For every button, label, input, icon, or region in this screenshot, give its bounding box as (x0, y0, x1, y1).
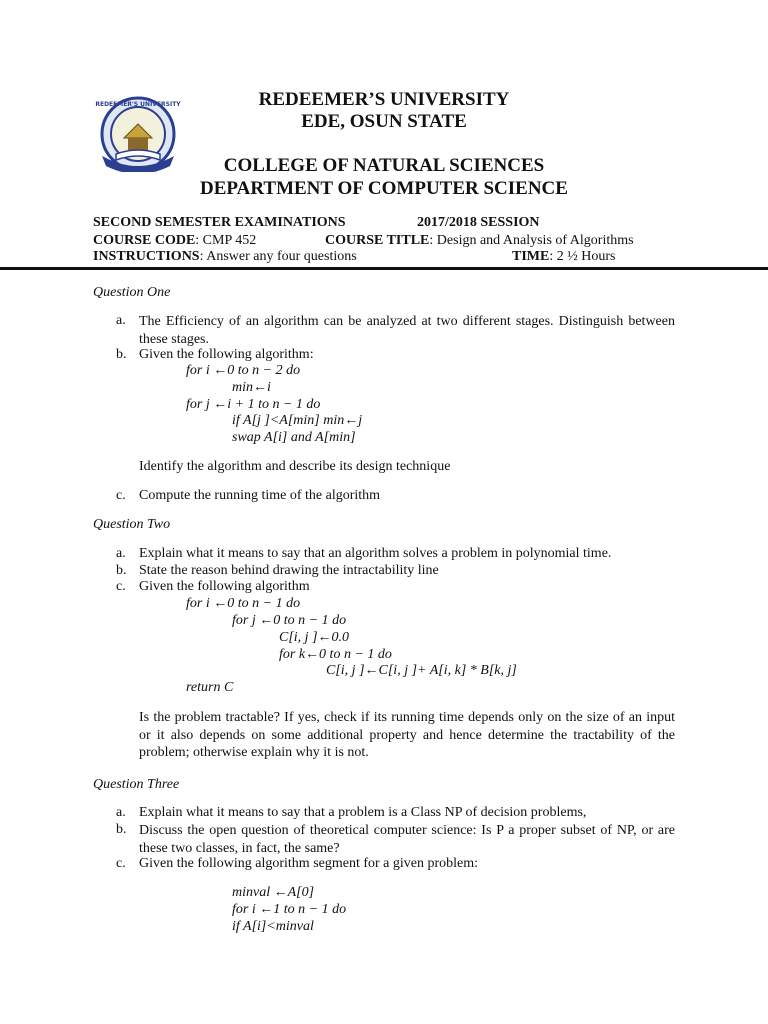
q3-a-label: a. (116, 805, 126, 820)
question-three-title: Question Three (93, 777, 180, 792)
q1-code-line-1: for i ←0 to n − 2 do (186, 363, 301, 378)
session-line (417, 215, 540, 231)
q2-b-label: b. (116, 563, 127, 578)
q1-identify-text: Identify the algorithm and describe its design technique (139, 459, 451, 474)
college-name: COLLEGE OF NATURAL SCIENCES (223, 155, 545, 176)
q2-question-text: Is the problem tractable? If yes, check if its running time depends only on the size of an input or it also depends on some additional property and hence determine the tractability of the problem; otherwise explain why it is not. (139, 710, 675, 760)
course-code-value: : CMP 452 (195, 233, 257, 248)
q1-c-text: Compute the running time of the algorithm (139, 488, 381, 503)
q1-a-text: The Efficiency of an algorithm can be analyzed at two different stages. Distinguish between these stages. (139, 314, 675, 347)
q3-b-text: Discuss the open question of theoretical computer science: Is P a proper subset of NP, or are these two classes, in fact, the same? (139, 823, 675, 856)
q1-b-text: Given the following algorithm: (139, 347, 314, 362)
course-title-label: COURSE TITLE (325, 233, 430, 248)
time-line (512, 249, 615, 265)
q1-code-line-5: swap A[i] and A[min] (232, 430, 356, 445)
time-label: TIME (512, 249, 550, 264)
q2-code-line-4: for k←0 to n − 1 do (279, 647, 392, 662)
q3-c-text: Given the following algorithm segment for a given problem: (139, 856, 479, 871)
q1-b-label: b. (116, 347, 127, 362)
question-one-title: Question One (93, 285, 171, 300)
q2-code-line-1: for i ←0 to n − 1 do (186, 596, 301, 611)
q2-code-line-6: return C (186, 680, 234, 695)
q2-c-text: Given the following algorithm (139, 579, 310, 594)
q3-code-line-1: minval ←A[0] (232, 885, 315, 900)
logo-text: REDEEMER'S UNIVERSITY (95, 101, 181, 108)
instructions-line (93, 249, 357, 265)
semester-line (93, 215, 346, 231)
q2-a-label: a. (116, 546, 126, 561)
q1-code-line-2: min←i (232, 380, 271, 395)
q1-code-line-3: for j ←i + 1 to n − 1 do (186, 397, 321, 412)
q3-a-text: Explain what it means to say that a problem is a Class NP of decision problems, (139, 805, 587, 820)
q3-code-line-3: if A[i]<minval (232, 919, 314, 934)
university-name: REDEEMER’S UNIVERSITY (258, 89, 510, 110)
q2-a-text: Explain what it means to say that an algorithm solves a problem in polynomial time. (139, 546, 612, 561)
semester-text: SECOND SEMESTER EXAMINATIONS (93, 215, 346, 230)
course-code-label: COURSE CODE (93, 233, 196, 248)
instructions-value: : Answer any four questions (199, 249, 357, 264)
q3-code-line-2: for i ←1 to n − 1 do (232, 902, 347, 917)
department-name: DEPARTMENT OF COMPUTER SCIENCE (200, 178, 568, 199)
q1-c-label: c. (116, 488, 126, 503)
q2-b-text: State the reason behind drawing the intractability line (139, 563, 439, 578)
course-title-line (325, 233, 634, 249)
question-two-title: Question Two (93, 517, 171, 532)
header-divider (0, 267, 768, 270)
course-title-value: : Design and Analysis of Algorithms (429, 233, 634, 248)
q2-code-line-5: C[i, j ]←C[i, j ]+ A[i, k] * B[k, j] (326, 663, 517, 678)
q1-code-line-4: if A[j ]<A[min] min←j (232, 413, 363, 428)
q3-c-label: c. (116, 856, 126, 871)
university-location: EDE, OSUN STATE (301, 111, 467, 132)
q3-b-label: b. (116, 822, 127, 837)
time-value: : 2 ½ Hours (549, 249, 616, 264)
instructions-label: INSTRUCTIONS (93, 249, 200, 264)
q2-code-line-3: C[i, j ]←0.0 (279, 630, 350, 645)
q1-a-label: a. (116, 313, 126, 328)
q2-code-line-2: for j ←0 to n − 1 do (232, 613, 347, 628)
course-code-line (93, 233, 256, 249)
session-text: 2017/2018 SESSION (417, 215, 540, 230)
q2-c-label: c. (116, 579, 126, 594)
